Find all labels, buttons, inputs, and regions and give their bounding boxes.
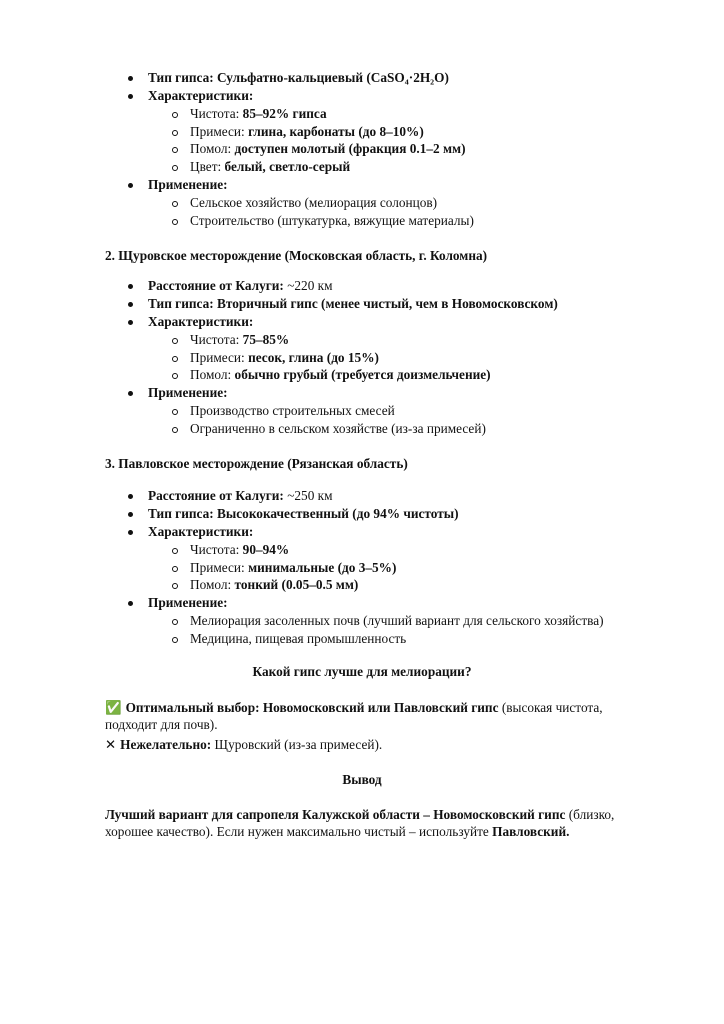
melioration-heading: Какой гипс лучше для мелиорации? [252, 664, 472, 679]
bullet-icon [128, 391, 133, 396]
bullet-icon [128, 94, 133, 99]
circle-bullet-icon [172, 112, 178, 118]
distance-line: Расстояние от Калуги: ~220 км [148, 278, 333, 293]
bullet-icon [128, 512, 133, 517]
bullet-icon [128, 320, 133, 325]
not-recommended-line: ✕ Нежелательно: Щуровский (из-за примесей). [105, 737, 383, 753]
bullet-icon [128, 183, 133, 188]
bullet-icon [128, 601, 133, 606]
characteristics-label: Характеристики: [148, 88, 254, 103]
gypsum-type-line: Тип гипса: Сульфатно-кальциевый (CaSO₄·2H₂O) [148, 70, 449, 85]
characteristics-label: Характеристики: [148, 314, 254, 329]
best-choice-line: ✅ Оптимальный выбор: Новомосковский или Павловский гипс (высокая чистота, [105, 700, 603, 716]
color-line: Цвет: белый, светло-серый [190, 159, 351, 174]
conclusion-line-2: хорошее качество). Если нужен максимально чистый – используйте Павловский. [105, 824, 570, 839]
circle-bullet-icon [172, 373, 178, 379]
conclusion-line-1: Лучший вариант для сапропеля Калужской области – Новомосковский гипс (близко, [105, 807, 615, 822]
impurities-line: Примеси: песок, глина (до 15%) [190, 350, 379, 365]
section-heading: 2. Щуровское месторождение (Московская область, г. Коломна) [105, 248, 488, 263]
circle-bullet-icon [172, 427, 178, 433]
application-label: Применение: [148, 177, 228, 192]
check-icon: ✅ [105, 701, 122, 716]
gypsum-type-line: Тип гипса: Вторичный гипс (менее чистый, чем в Новомосковском) [148, 296, 558, 311]
application-item: Медицина, пищевая промышленность [190, 631, 407, 646]
grind-line: Помол: обычно грубый (требуется доизмельчение) [190, 367, 491, 382]
application-item: Сельское хозяйство (мелиорация солонцов) [190, 195, 438, 210]
application-item: Строительство (штукатурка, вяжущие материалы) [190, 213, 474, 228]
impurities-line: Примеси: минимальные (до 3–5%) [190, 560, 397, 575]
purity-line: Чистота: 90–94% [190, 542, 290, 557]
cross-icon: ✕ [105, 738, 117, 753]
application-item: Производство строительных смесей [190, 403, 395, 418]
application-label: Применение: [148, 595, 228, 610]
section-heading: 3. Павловское месторождение (Рязанская область) [105, 456, 408, 471]
distance-line: Расстояние от Калуги: ~250 км [148, 488, 333, 503]
bullet-icon [128, 494, 133, 499]
circle-bullet-icon [172, 619, 178, 625]
circle-bullet-icon [172, 165, 178, 171]
characteristics-label: Характеристики: [148, 524, 254, 539]
conclusion-heading: Вывод [342, 772, 382, 787]
gypsum-type-line: Тип гипса: Высококачественный (до 94% чистоты) [148, 506, 459, 521]
grind-line: Помол: доступен молотый (фракция 0.1–2 мм) [190, 141, 466, 156]
circle-bullet-icon [172, 201, 178, 207]
purity-line: Чистота: 75–85% [190, 332, 290, 347]
circle-bullet-icon [172, 147, 178, 153]
bullet-icon [128, 284, 133, 289]
grind-line: Помол: тонкий (0.05–0.5 мм) [190, 577, 359, 592]
application-item: Ограниченно в сельском хозяйстве (из-за примесей) [190, 421, 486, 436]
circle-bullet-icon [172, 130, 178, 136]
bullet-icon [128, 530, 133, 535]
bullet-icon [128, 76, 133, 81]
impurities-line: Примеси: глина, карбонаты (до 8–10%) [190, 124, 424, 139]
purity-line: Чистота: 85–92% гипса [190, 106, 327, 121]
circle-bullet-icon [172, 583, 178, 589]
application-label: Применение: [148, 385, 228, 400]
circle-bullet-icon [172, 338, 178, 344]
best-choice-line-2: подходит для почв). [105, 717, 218, 732]
bullet-icon [128, 302, 133, 307]
circle-bullet-icon [172, 566, 178, 572]
circle-bullet-icon [172, 637, 178, 643]
application-item: Мелиорация засоленных почв (лучший вариант для сельского хозяйства) [190, 613, 604, 628]
circle-bullet-icon [172, 409, 178, 415]
circle-bullet-icon [172, 356, 178, 362]
circle-bullet-icon [172, 219, 178, 225]
circle-bullet-icon [172, 548, 178, 554]
